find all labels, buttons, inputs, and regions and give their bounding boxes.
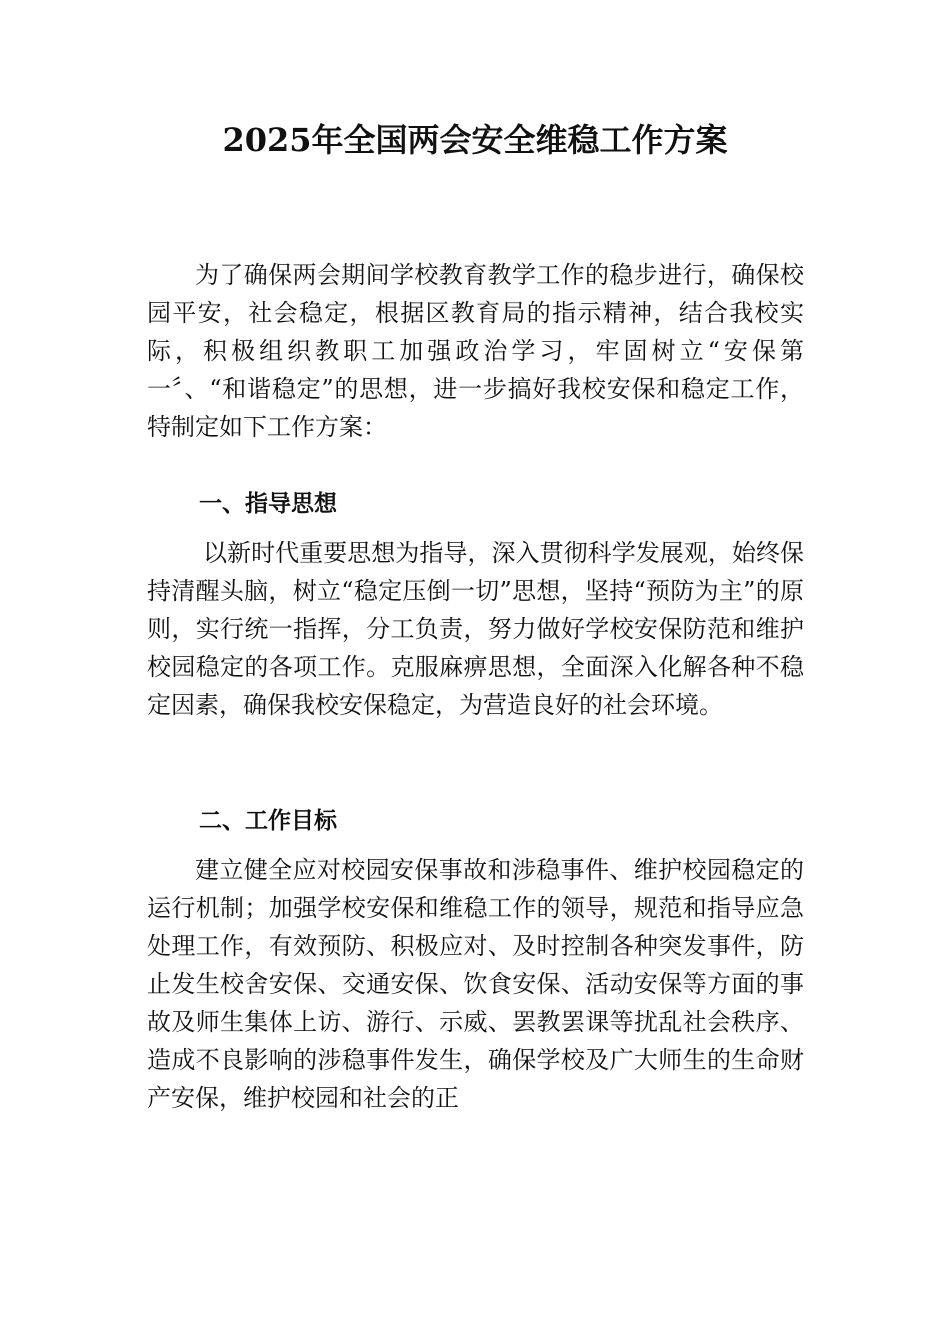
section-paragraph-guiding-ideology: 以新时代重要思想为指导，深入贯彻科学发展观，始终保持清醒头脑，树立“稳定压倒一切”思想，坚持“预防为主”的原则，实行统一指挥，分工负责，努力做好学校安保防范和维护校园稳定的各项工作。克服麻痹思想，全面深入化解各种不稳定因素，确保我校安保稳定，为营造良好的社会环境。 [147, 539, 804, 719]
document-title: 2025年全国两会安全维稳工作方案 [222, 121, 728, 159]
section-heading-work-goals: 二、工作目标 [199, 808, 337, 834]
section-heading-guiding-ideology: 一、指导思想 [199, 491, 337, 517]
section-paragraph-work-goals: 建立健全应对校园安保事故和涉稳事件、维护校园稳定的运行机制；加强学校安保和维稳工作的领导，规范和指导应急处理工作，有效预防、积极应对、及时控制各种突发事件，防止发生校舍安保、交通安保、饮食安保、活动安保等方面的事故及师生集体上访、游行、示威、罢教罢课等扰乱社会秩序、造成不良影响的涉稳事件发生，确保学校及广大师生的生命财产安保，维护校园和社会的正 [147, 856, 804, 1112]
intro-paragraph: 为了确保两会期间学校教育教学工作的稳步进行，确保校园平安，社会稳定，根据区教育局的指示精神，结合我校实际，积极组织教职工加强政治学习，牢固树立“安保第一〞、“和谐稳定”的思想，进一步搞好我校安保和稳定工作，特制定如下工作方案： [147, 261, 804, 441]
